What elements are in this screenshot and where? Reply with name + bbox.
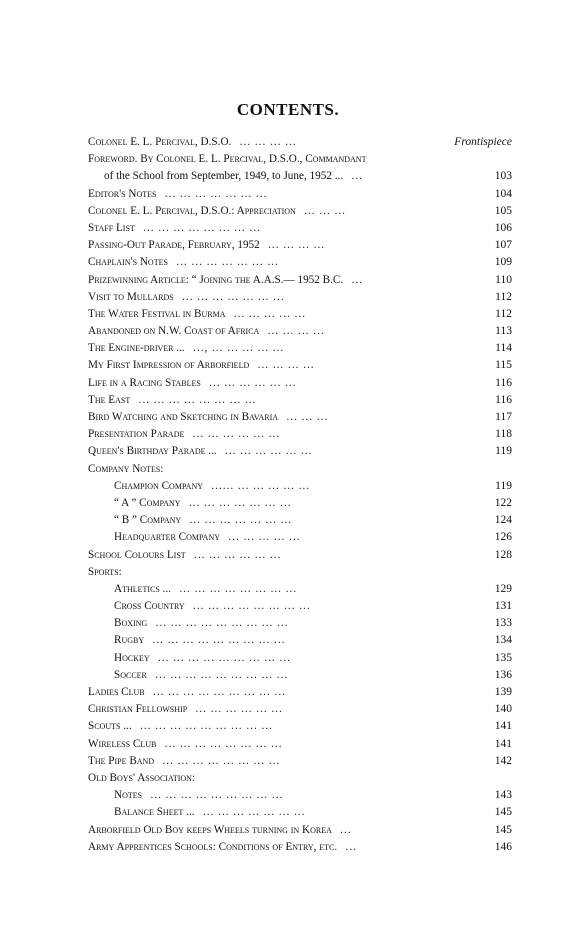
toc-entry-label: Arborfield Old Boy keeps Wheels turning in Korea	[88, 823, 332, 836]
toc-entry-label: Life in a Racing Stables	[88, 376, 201, 389]
toc-leader-dots: ... ... ... ... ... ... ... ...	[162, 754, 281, 767]
toc-entry	[88, 701, 512, 718]
toc-page-number: 124	[494, 514, 512, 527]
toc-entry	[88, 186, 512, 203]
toc-leader-dots: ... ... ... ... ... ... ... ...	[193, 600, 311, 613]
toc-leader-dots: ... ... ...	[304, 204, 346, 217]
toc-entry	[88, 478, 512, 495]
toc-page-number: 109	[494, 256, 512, 269]
toc-entry-label: Bird Watching and Sketching in Bavaria	[88, 411, 279, 423]
toc-leader-dots: ... ... ... ... ...	[233, 307, 306, 320]
toc-entry	[88, 529, 512, 546]
toc-entry	[88, 443, 512, 460]
toc-entry	[88, 375, 512, 392]
toc-entry-label: Athletics ...	[114, 582, 172, 595]
toc-entry	[88, 667, 512, 684]
toc-entry	[88, 839, 512, 856]
toc-page-number: 143	[494, 789, 512, 802]
toc-leader-dots: ... ... ... ... ... ... ... ... ...	[155, 668, 289, 681]
toc-entry-label: Passing-Out Parade, February, 1952	[88, 239, 260, 252]
toc-entry	[88, 684, 512, 701]
toc-leader-dots: ... ... ... ... ... ... ... ... ...	[155, 617, 289, 630]
toc-entry-label: My First Impression of Arborfield	[88, 359, 250, 372]
toc-entry-label: Army Apprentices Schools: Conditions of Entry, etc.	[88, 840, 338, 853]
toc-entry-label: Chaplain's Notes	[88, 256, 168, 269]
toc-entry-label: “ B ” Company	[114, 514, 182, 527]
toc-page-number: 139	[494, 686, 512, 698]
toc-entry-label: School Colours List	[88, 548, 186, 561]
toc-entry-label: Hockey	[114, 651, 150, 664]
toc-entry	[88, 151, 512, 168]
toc-entry	[88, 753, 512, 770]
table-of-contents	[88, 134, 512, 856]
toc-entry	[88, 168, 512, 185]
toc-leader-dots: ... ... ... ...	[239, 136, 297, 148]
toc-entry-label: Old Boys' Association:	[88, 771, 196, 784]
toc-entry	[88, 615, 512, 632]
toc-page-number: 116	[495, 376, 512, 389]
toc-entry	[88, 822, 512, 839]
toc-entry-label: Ladies Club	[88, 686, 145, 698]
toc-entry-label: Balance Sheet ...	[114, 806, 195, 819]
toc-leader-dots: ... ... ... ... ... ... ... ... ...	[158, 651, 291, 664]
toc-entry-label: Visit to Mullards	[88, 290, 174, 303]
toc-entry-label: Scouts ...	[88, 720, 132, 733]
toc-leader-dots: ... ... ... ... ... ...	[225, 445, 313, 458]
toc-leader-dots: ... ... ... ... ... ...	[209, 376, 297, 389]
toc-page-number: 106	[494, 221, 512, 234]
toc-entry	[88, 495, 512, 512]
toc-page-number: 140	[494, 703, 512, 716]
toc-page-number: 117	[495, 411, 512, 423]
toc-entry	[88, 203, 512, 220]
toc-entry	[88, 289, 512, 306]
toc-leader-dots: ... ... ... ... ... ... ... ...	[179, 582, 298, 595]
toc-page-number: 103	[494, 170, 512, 183]
toc-leader-dots: ...	[345, 840, 357, 853]
toc-page-number: Frontispiece	[454, 136, 512, 148]
toc-page-number: 118	[495, 428, 512, 441]
toc-entry-label: Headquarter Company	[114, 531, 221, 544]
toc-entry-label: “ A ” Company	[114, 496, 181, 509]
toc-entry-label: Champion Company	[114, 479, 203, 492]
toc-entry	[88, 409, 512, 426]
toc-leader-dots: ... ... ... ... ... ...	[194, 548, 282, 561]
toc-entry	[88, 787, 512, 804]
toc-entry-label: The Pipe Band	[88, 754, 155, 767]
toc-page-number: 136	[494, 668, 512, 681]
toc-entry-label: Cross Country	[114, 600, 185, 613]
toc-leader-dots: ...... ... ... ... ... ...	[211, 479, 311, 492]
toc-page-number: 141	[494, 737, 512, 750]
toc-entry	[88, 632, 512, 649]
toc-entry-label: Rugby	[114, 634, 145, 647]
toc-section-header	[88, 770, 512, 787]
toc-leader-dots: ... ... ... ... ... ... ...	[164, 187, 268, 200]
toc-leader-dots: ... ... ... ... ...	[228, 531, 301, 544]
toc-page-number: 145	[494, 823, 512, 836]
toc-entry	[88, 650, 512, 667]
toc-entry	[88, 272, 512, 289]
toc-page-number: 134	[494, 634, 512, 647]
toc-page-number: 119	[495, 479, 512, 492]
toc-page-number: 112	[495, 307, 512, 320]
toc-entry	[88, 134, 512, 151]
toc-page-number: 146	[494, 840, 512, 853]
toc-page-number: 126	[494, 531, 512, 544]
toc-leader-dots: ... ... ... ... ... ...	[195, 703, 283, 716]
toc-entry	[88, 547, 512, 564]
toc-entry-label: Editor's Notes	[88, 187, 157, 200]
toc-entry	[88, 237, 512, 254]
toc-page-number: 122	[494, 496, 512, 509]
toc-entry-label: Boxing	[114, 617, 148, 630]
toc-leader-dots: ... ... ... ... ... ... ...	[182, 290, 285, 303]
toc-section-header	[88, 461, 512, 478]
toc-page-number: 116	[495, 393, 512, 406]
toc-page-number: 107	[494, 239, 512, 252]
toc-page-number: 115	[495, 359, 512, 372]
toc-leader-dots: ... ... ... ...	[257, 359, 315, 372]
toc-entry	[88, 306, 512, 323]
toc-page-number: 110	[495, 273, 512, 286]
toc-entry-label: Prizewinning Article: “ Joining the A.A.S.— 1952 B.C.	[88, 273, 344, 286]
toc-entry	[88, 323, 512, 340]
toc-entry-label: Soccer	[114, 668, 147, 681]
toc-page-number: 142	[494, 754, 512, 767]
toc-entry	[88, 340, 512, 357]
toc-page-number: 129	[494, 582, 512, 595]
page-title: CONTENTS.	[236, 100, 340, 119]
toc-entry-label: The Water Festival in Burma	[88, 307, 226, 320]
toc-leader-dots: ..., ... ... ... ... ...	[193, 342, 285, 355]
toc-page-number: 113	[495, 325, 512, 338]
toc-entry-label: Foreword. By Colonel E. L. Percival, D.S.O., Commandant	[88, 153, 367, 166]
toc-entry-label: Colonel E. L. Percival, D.S.O.: Appreciation	[88, 204, 296, 217]
toc-entry-label: Abandoned on N.W. Coast of Africa	[88, 325, 260, 338]
toc-leader-dots: ... ... ... ... ... ...	[192, 428, 281, 441]
toc-leader-dots: ... ... ... ... ... ... ... ...	[143, 221, 261, 234]
toc-leader-dots: ... ... ... ...	[268, 239, 326, 252]
toc-leader-dots: ... ... ... ... ... ... ...	[202, 806, 306, 819]
toc-entry	[88, 598, 512, 615]
toc-leader-dots: ... ... ... ... ... ... ...	[189, 514, 293, 527]
toc-page-number: 135	[494, 651, 512, 664]
toc-page-number: 131	[494, 600, 512, 613]
toc-page-number: 145	[494, 806, 512, 819]
toc-entry	[88, 718, 512, 735]
toc-page-number: 128	[494, 548, 512, 561]
toc-entry	[88, 220, 512, 237]
toc-leader-dots: ... ... ... ... ... ... ... ...	[164, 737, 283, 750]
toc-entry	[88, 357, 512, 374]
toc-page-number: 104	[494, 187, 512, 200]
toc-leader-dots: ...	[351, 170, 363, 183]
toc-entry-label: Christian Fellowship	[88, 703, 188, 716]
toc-entry-label: of the School from September, 1949, to June, 1952 ...	[104, 170, 344, 183]
toc-leader-dots: ... ... ...	[286, 411, 329, 423]
toc-page-number: 114	[495, 342, 512, 355]
toc-entry	[88, 392, 512, 409]
toc-leader-dots: ...	[351, 273, 363, 286]
toc-entry	[88, 804, 512, 821]
toc-entry	[88, 512, 512, 529]
toc-entry-label: Company Notes:	[88, 462, 164, 475]
toc-leader-dots: ...	[340, 823, 352, 836]
toc-leader-dots: ... ... ... ... ... ... ... ... ...	[153, 686, 286, 698]
toc-leader-dots: ... ... ... ... ... ... ... ... ...	[150, 789, 284, 802]
toc-section-header	[88, 564, 512, 581]
toc-entry-label: Colonel E. L. Percival, D.S.O.	[88, 136, 232, 148]
toc-page-number: 105	[494, 204, 512, 217]
toc-page-number: 141	[494, 720, 512, 733]
toc-page-number: 119	[495, 445, 512, 458]
toc-page-number: 133	[494, 617, 512, 630]
toc-entry	[88, 254, 512, 271]
toc-entry-label: Sports:	[88, 565, 122, 578]
toc-leader-dots: ... ... ... ... ... ... ... ... ...	[152, 634, 286, 647]
toc-entry	[88, 426, 512, 443]
toc-entry-label: Presentation Parade	[88, 428, 185, 441]
toc-page-number: 112	[495, 290, 512, 303]
toc-entry-label: Staff List	[88, 221, 135, 234]
toc-leader-dots: ... ... ... ...	[267, 325, 325, 338]
toc-leader-dots: ... ... ... ... ... ... ...	[188, 496, 292, 509]
toc-leader-dots: ... ... ... ... ... ... ...	[176, 256, 279, 269]
toc-entry	[88, 736, 512, 753]
toc-entry	[88, 581, 512, 598]
toc-entry-label: The East	[88, 393, 131, 406]
toc-entry-label: Wireless Club	[88, 737, 157, 750]
toc-leader-dots: ... ... ... ... ... ... ... ...	[138, 393, 257, 406]
toc-entry-label: Notes	[114, 789, 143, 802]
toc-entry-label: The Engine-driver ...	[88, 342, 185, 355]
toc-entry-label: Queen's Birthday Parade ...	[88, 445, 217, 458]
toc-leader-dots: ... ... ... ... ... ... ... ... ...	[140, 720, 273, 733]
